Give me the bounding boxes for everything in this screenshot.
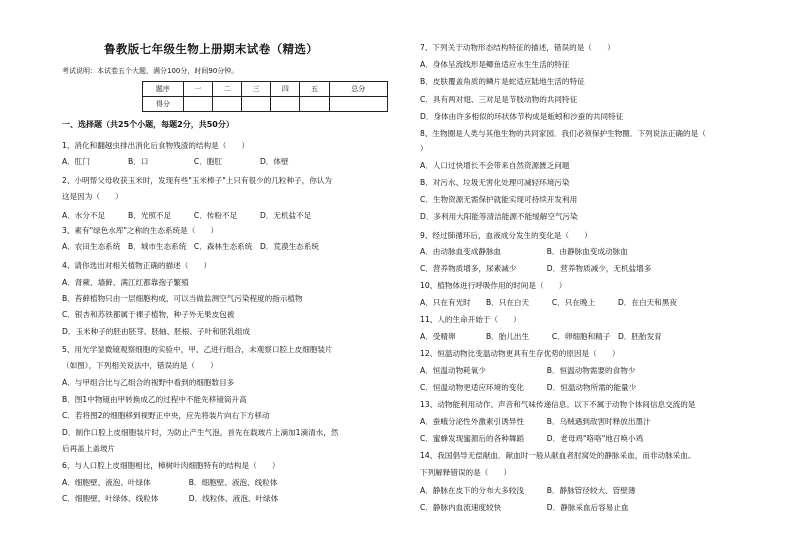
question-line: C．具有两对翅、三对足是节肢动物的共同特征 xyxy=(420,95,578,104)
question-line: B．苔藓植物只由一层细胞构成，可以当做监测空气污染程度的指示植物 xyxy=(62,294,303,303)
question-line: B．皮肤覆盖角质的鳞片是蛇适应陆地生活的特征 xyxy=(420,77,585,86)
question-line: D．玉米种子的胚由胚芽、胚轴、胚根、子叶和胚乳组成 xyxy=(62,327,251,336)
question-line: 这是因为（ ） xyxy=(62,192,123,201)
score-table xyxy=(142,81,388,112)
score-header-cell: 题序 xyxy=(143,82,184,97)
question-line: A．蚕蛾分泌性外激素引诱异性 B．乌贼遇到敌害时释放出墨汁 xyxy=(420,417,651,426)
question-line: A．由动脉血变成静脉血 B．由静脉血变成动脉血 xyxy=(420,247,628,256)
question-line: 9、经过肺循环后，血液成分发生的变化是（ ） xyxy=(420,231,592,240)
score-header-cell: 总分 xyxy=(329,82,387,97)
question-line: 12、恒温动物比变温动物更具有生存优势的原因是（ ） xyxy=(420,349,620,358)
question-line: A．水分不足 B．光照不足 C．传粉不足 D．无机盐不足 xyxy=(62,211,312,220)
score-header-cell: 五 xyxy=(300,82,329,97)
question-line: C．银杏和苏铁都属于裸子植物，种子外无果皮包被 xyxy=(62,310,235,319)
question-line: A．静脉在皮下的分布大多较浅 B．静脉管径较大、管壁薄 xyxy=(420,486,636,495)
question-line: C．营养物质增多，尿素减少 D．营养物质减少，无机盐增多 xyxy=(420,264,652,273)
question-line: 1、消化和翻越虫排出消化后食物残渣的结构是（ ） xyxy=(62,141,250,150)
section-heading: 一、选择题（共25个小题，每题2分，共50分） xyxy=(62,120,234,129)
question-line: 8、生物圈是人类与其他生物的共同家园．我们必须保护生物圈．下列说法正确的是（ xyxy=(420,129,706,138)
question-line: 6、与人口腔上皮细胞相比，樟树叶肉细胞特有的结构是（ ） xyxy=(62,461,280,470)
score-header-cell: 一 xyxy=(183,82,212,97)
exam-title: 鲁教版七年级生物上册期末试卷（精选） xyxy=(104,42,319,56)
score-header-cell: 二 xyxy=(212,82,241,97)
score-header-cell: 三 xyxy=(242,82,271,97)
question-line: B．图1中物镜由甲转换成乙的过程中不能先移镜筒升高 xyxy=(62,395,247,404)
question-line: A．农田生态系统 B．城市生态系统 C．森林生态系统 D．荒漠生态系统 xyxy=(62,242,319,251)
score-input-cell[interactable] xyxy=(271,97,300,112)
score-input-cell[interactable] xyxy=(242,97,271,112)
question-line: ） xyxy=(420,144,428,153)
question-line: D．身体由许多相似的环状体节构成是蚯蚓和沙蚕的共同特征 xyxy=(420,112,624,121)
question-line: 后再盖上盖玻片 xyxy=(62,444,116,453)
question-line: 13、动物能利用动作、声音和气味传递信息。以下不属于动物个体间信息交流的是 xyxy=(420,400,696,409)
question-line: 3、素有"绿色水库"之称的生态系统是（ ） xyxy=(62,226,219,235)
question-line: （如图），下列相关说法中，错误的是（ ） xyxy=(62,361,218,370)
question-line: B．对污水、垃圾无害化处理可减轻环境污染 xyxy=(420,178,570,187)
question-line: A．身体呈流线形是鲫鱼适应水生生活的特征 xyxy=(420,60,570,69)
question-line: C．恒温动物更适应环境的变化 D．恒温动物所需的能量少 xyxy=(420,383,637,392)
question-line: 5、用光学显微镜观察细胞的实验中，甲、乙进行组合，未观察口腔上皮细胞装片 xyxy=(62,345,333,354)
score-table-score-row xyxy=(143,97,388,112)
question-line: 10、植物体进行呼吸作用的时间是（ ） xyxy=(420,281,567,290)
score-header-cell: 四 xyxy=(271,82,300,97)
question-line: C．若将图2的细胞移到视野正中央，应先将装片向右下方移动 xyxy=(62,411,270,420)
question-line: 2、小明帮父母收获玉米时，发现有些"玉米棒子"上只有很少的几粒种子，你认为 xyxy=(62,176,333,185)
score-input-cell[interactable] xyxy=(212,97,241,112)
question-line: C．蜜蜂发现蜜源后的各种舞蹈 D．老母鸡"咯咯"地召唤小鸡 xyxy=(420,434,644,443)
score-input-cell[interactable] xyxy=(183,97,212,112)
question-line: A．恒温动物耗氧少 B．恒温动物需要的食物少 xyxy=(420,366,636,375)
question-line: 14、我国倡导无偿献血．献血时一般从献血者肘窝处的静脉采血，而非动脉采血。 xyxy=(420,451,696,460)
question-line: A．与甲组合比与乙组合的视野中看到的细胞数目多 xyxy=(62,378,235,387)
question-line: 下列解释错误的是（ ） xyxy=(420,468,512,477)
score-row-label: 得分 xyxy=(143,97,184,112)
score-input-cell[interactable] xyxy=(329,97,387,112)
question-line: A．细胞壁、液泡、叶绿体 B．细胞壁、液泡、线粒体 xyxy=(62,478,278,487)
question-line: 11、人的生命开始于（ ） xyxy=(420,315,521,324)
question-line: D．多利用大阳能等清洁能源不能缓解空气污染 xyxy=(420,212,578,221)
score-input-cell[interactable] xyxy=(300,97,329,112)
exam-instructions: 考试说明：本试卷五个大题，满分100分，时间90分钟。 xyxy=(62,67,239,75)
question-line: C．生物资源无需保护就能实现可持续开发利用 xyxy=(420,195,578,204)
question-line: A．肾蕨、墙藓、满江红都靠孢子繁殖 xyxy=(62,278,189,287)
question-line: 4、请你选出对相关植物正确的描述（ ） xyxy=(62,261,212,270)
question-line: A．受精卵 B．胎儿出生 C．卵细胞和精子 D．胚胎发育 xyxy=(420,332,662,341)
question-line: A．人口过快增长不会带来自然资源匮乏问题 xyxy=(420,161,570,170)
question-line: 7、下列关于动物形态结构特征的描述，错误的是（ ） xyxy=(420,43,615,52)
question-line: A．只在有光时 B．只在白天 C．只在晚上 D．在白天和黑夜 xyxy=(420,298,677,307)
question-line: C．细胞壁、叶绿体、线粒体 D．线粒体、液泡、叶绿体 xyxy=(62,494,279,503)
question-line: C．静脉内血流速度较快 D．静脉采血后容易止血 xyxy=(420,503,629,512)
question-line: A．肛门 B．口 C．胞肛 D．体壁 xyxy=(62,157,289,166)
score-table-header-row xyxy=(143,82,388,97)
question-line: D．制作口腔上皮细胞装片时，为防止产生气泡，首先在载玻片上滴加1滴清水，然 xyxy=(62,428,339,437)
